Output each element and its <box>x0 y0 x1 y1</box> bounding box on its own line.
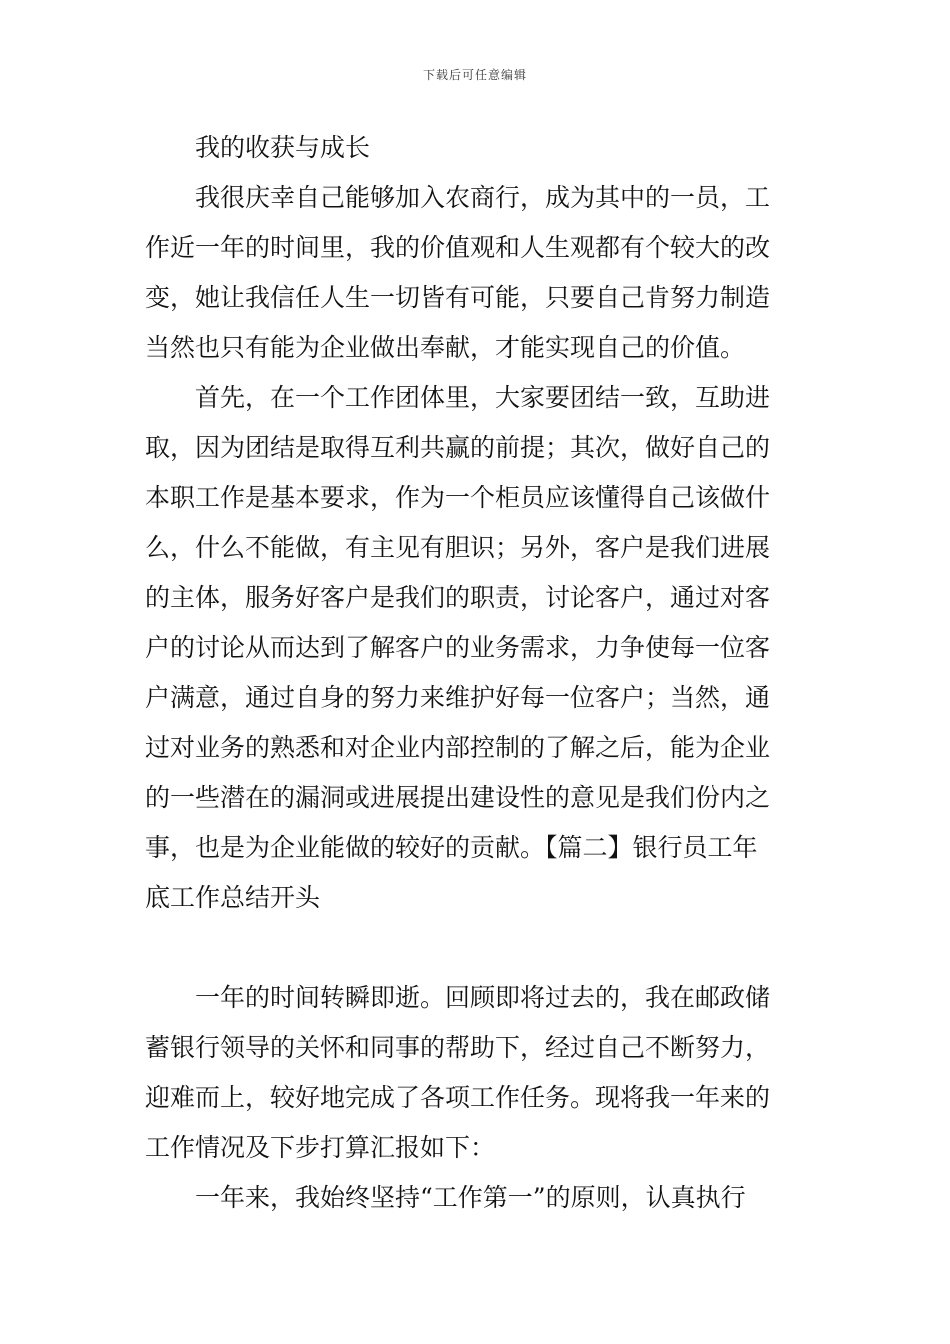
paragraph-line: 取，因为团结是取得互利共赢的前提；其次，做好自己的 <box>145 433 771 462</box>
paragraph-line: 么，什么不能做，有主见有胆识；另外，客户是我们进展 <box>145 533 771 562</box>
paragraph-line: 迎难而上，较好地完成了各项工作任务。现将我一年来的 <box>145 1083 771 1112</box>
section-heading-line: 底工作总结开头 <box>145 883 321 912</box>
document-title: 我的收获与成长 <box>195 133 371 162</box>
paragraph-line: 事，也是为企业能做的较好的贡献。【篇二】银行员工年 <box>145 833 758 862</box>
paragraph-line: 的一些潜在的漏洞或进展提出建设性的意见是我们份内之 <box>145 783 771 812</box>
paragraph-line: 一年来，我始终坚持“工作第一”的原则，认真执行 <box>145 1183 746 1212</box>
paragraph-line: 作近一年的时间里，我的价值观和人生观都有个较大的改 <box>145 233 771 262</box>
paragraph-line: 工作情况及下步打算汇报如下： <box>145 1133 496 1162</box>
paragraph-line: 户满意，通过自身的努力来维护好每一位客户；当然，通 <box>145 683 771 712</box>
paragraph-line: 变，她让我信任人生一切皆有可能，只要自己肯努力制造 <box>145 283 771 312</box>
paragraph-line: 我很庆幸自己能够加入农商行，成为其中的一员，工 <box>145 183 771 212</box>
paragraph-line: 蓄银行领导的关怀和同事的帮助下，经过自己不断努力， <box>145 1033 771 1062</box>
page-header-note: 下载后可任意编辑 <box>422 68 527 82</box>
paragraph-line: 一年的时间转瞬即逝。回顾即将过去的，我在邮政储 <box>145 983 771 1012</box>
paragraph-line: 首先，在一个工作团体里，大家要团结一致，互助进 <box>145 383 771 412</box>
paragraph-line: 的主体，服务好客户是我们的职责，讨论客户，通过对客 <box>145 583 771 612</box>
paragraph-line: 户的讨论从而达到了解客户的业务需求，力争使每一位客 <box>145 633 771 662</box>
paragraph-line: 过对业务的熟悉和对企业内部控制的了解之后，能为企业 <box>145 733 771 762</box>
paragraph-line: 当然也只有能为企业做出奉献，才能实现自己的价值。 <box>145 333 746 362</box>
paragraph-line: 本职工作是基本要求，作为一个柜员应该懂得自己该做什 <box>145 483 771 512</box>
